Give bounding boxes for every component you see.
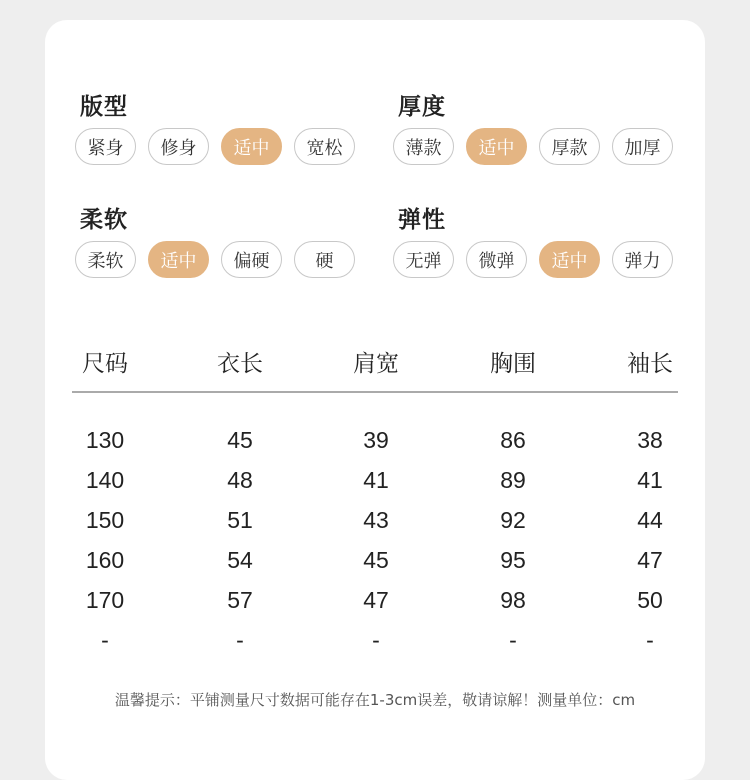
fit-option-loose: 宽松	[294, 128, 355, 165]
table-cell: 50	[637, 587, 663, 613]
table-cell: 44	[637, 507, 663, 533]
table-cell: 45	[227, 427, 253, 453]
softness-option-medium: 适中	[148, 241, 209, 278]
table-cell: 45	[363, 547, 389, 573]
table-header-sleeve: 袖长	[627, 351, 673, 377]
table-cell: 86	[500, 427, 526, 453]
table-row	[0, 427, 750, 467]
table-cell: 89	[500, 467, 526, 493]
table-header-length: 衣长	[217, 351, 263, 377]
table-row	[0, 467, 750, 507]
table-row	[0, 587, 750, 627]
table-cell: 41	[363, 467, 389, 493]
elasticity-option-stretch: 弹力	[612, 241, 673, 278]
thickness-option-thick: 厚款	[539, 128, 600, 165]
table-cell: 43	[363, 507, 389, 533]
thickness-option-thin: 薄款	[393, 128, 454, 165]
table-cell: -	[646, 627, 654, 653]
table-cell: 41	[637, 467, 663, 493]
table-row	[0, 507, 750, 547]
table-cell: 38	[637, 427, 663, 453]
thickness-option-extra-thick: 加厚	[612, 128, 673, 165]
thickness-option-medium: 适中	[466, 128, 527, 165]
table-cell: 39	[363, 427, 389, 453]
table-cell: 54	[227, 547, 253, 573]
table-cell: -	[236, 627, 244, 653]
measurement-note: 温馨提示：平铺测量尺寸数据可能存在1-3cm误差，敬请谅解！测量单位：cm	[114, 691, 636, 709]
elasticity-option-medium: 适中	[539, 241, 600, 278]
table-cell: 47	[363, 587, 389, 613]
table-cell: 140	[85, 467, 125, 493]
attr-title-fit: 版型	[80, 94, 128, 120]
table-cell: 98	[500, 587, 526, 613]
fit-option-regular: 适中	[221, 128, 282, 165]
attr-title-elasticity: 弹性	[398, 207, 446, 233]
table-cell: 92	[500, 507, 526, 533]
table-cell: 130	[85, 427, 125, 453]
fit-option-tight: 紧身	[75, 128, 136, 165]
attr-title-softness: 柔软	[80, 207, 128, 233]
elasticity-option-none: 无弹	[393, 241, 454, 278]
table-cell: 150	[85, 507, 125, 533]
table-cell: 95	[500, 547, 526, 573]
softness-option-hard: 硬	[294, 241, 355, 278]
attr-title-thickness: 厚度	[398, 94, 446, 120]
table-cell: 170	[85, 587, 125, 613]
fit-option-slim: 修身	[148, 128, 209, 165]
softness-option-firm: 偏硬	[221, 241, 282, 278]
table-row	[0, 547, 750, 587]
table-cell: -	[101, 627, 109, 653]
table-header-chest: 胸围	[490, 351, 536, 377]
table-cell: 51	[227, 507, 253, 533]
table-cell: 57	[227, 587, 253, 613]
table-header-size: 尺码	[82, 351, 128, 377]
elasticity-option-slight: 微弹	[466, 241, 527, 278]
table-cell: 160	[85, 547, 125, 573]
table-row	[0, 627, 750, 667]
table-cell: 47	[637, 547, 663, 573]
table-header-shoulder: 肩宽	[353, 351, 399, 377]
softness-option-soft: 柔软	[75, 241, 136, 278]
table-cell: -	[509, 627, 517, 653]
table-cell: -	[372, 627, 380, 653]
table-divider	[72, 391, 678, 393]
table-cell: 48	[227, 467, 253, 493]
